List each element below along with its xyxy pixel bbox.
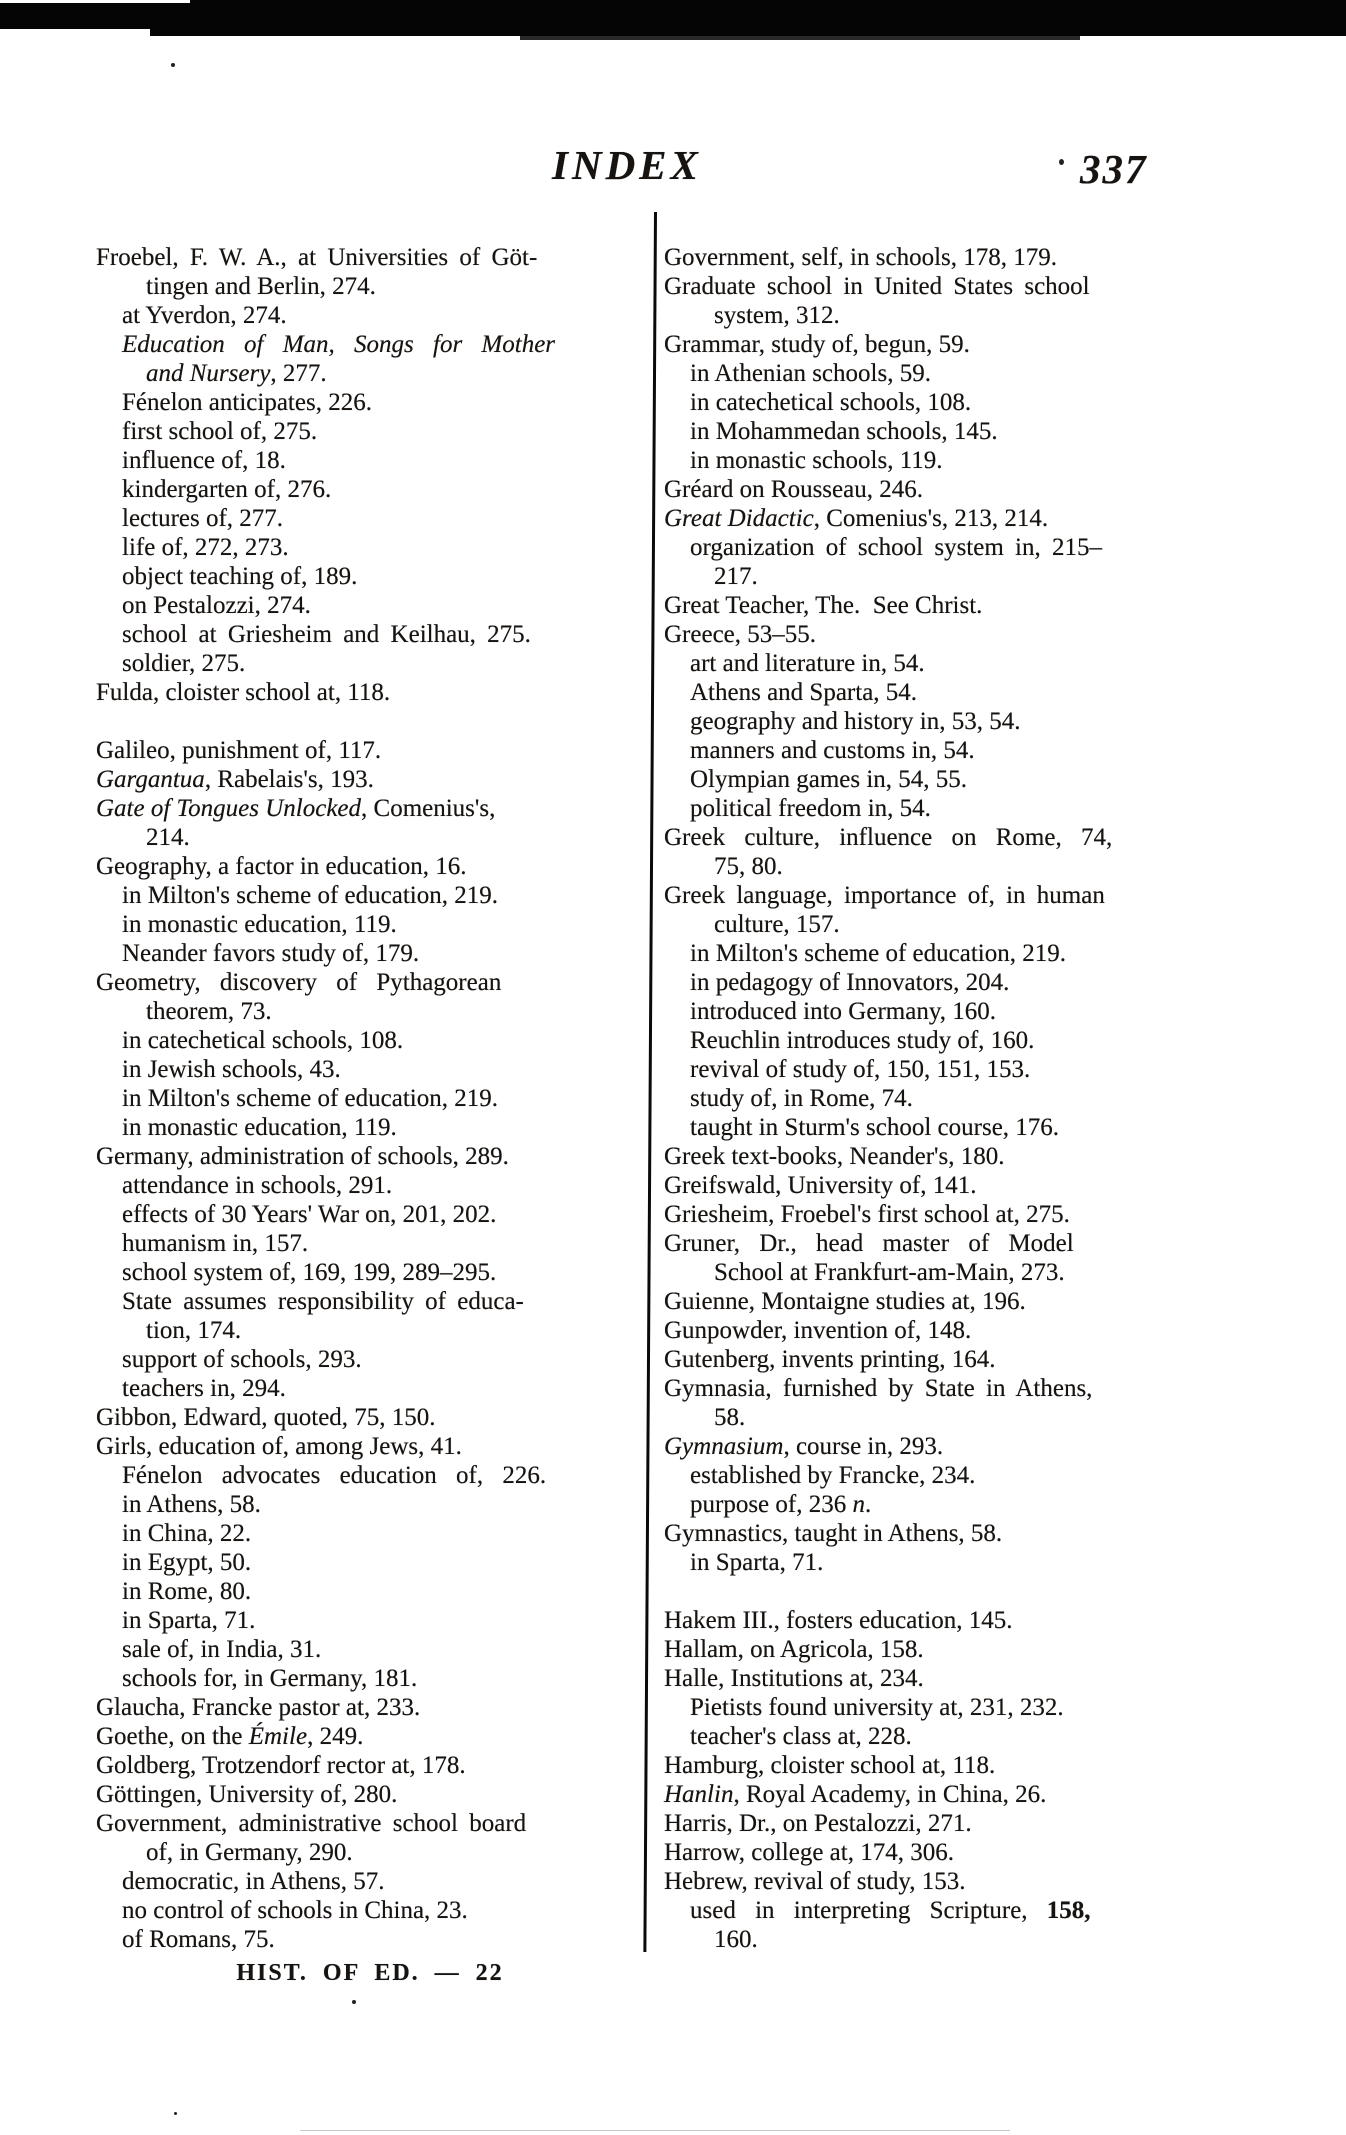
index-line: Glaucha, Francke pastor at, 233. [96,1694,421,1721]
index-line: attendance in schools, 291. [122,1172,393,1199]
page-title: INDEX [552,142,702,188]
index-line: Harris, Dr., on Pestalozzi, 271. [664,1810,972,1837]
scan-speck [174,2112,177,2115]
index-line: Greek culture, influence on Rome, 74, [664,824,1113,851]
index-line: Reuchlin introduces study of, 160. [690,1027,1035,1054]
index-line: support of schools, 293. [122,1346,362,1373]
index-line: Greek text-books, Neander's, 180. [664,1143,1005,1170]
index-line: Fénelon advocates education of, 226. [122,1462,547,1489]
index-line: Germany, administration of schools, 289. [96,1143,509,1170]
index-line: Gymnasium, course in, 293. [664,1433,944,1460]
index-line: in Egypt, 50. [122,1549,252,1576]
index-line: Froebel, F. W. A., at Universities of Göt- [96,244,538,271]
index-line: taught in Sturm's school course, 176. [690,1114,1060,1141]
index-line: Halle, Institutions at, 234. [664,1665,924,1692]
index-line: on Pestalozzi, 274. [122,592,311,619]
index-line: Guienne, Montaigne studies at, 196. [664,1288,1026,1315]
index-line: Gunpowder, invention of, 148. [664,1317,972,1344]
index-line: system, 312. [714,302,840,329]
index-line: art and literature in, 54. [690,650,925,677]
index-line: in Milton's scheme of education, 219. [122,1085,498,1112]
index-line: in pedagogy of Innovators, 204. [690,969,1010,996]
index-line: Greifswald, University of, 141. [664,1172,977,1199]
index-line: teacher's class at, 228. [690,1723,912,1750]
index-line: Athens and Sparta, 54. [690,679,918,706]
index-line: 58. [714,1404,746,1431]
index-line: in catechetical schools, 108. [690,389,972,416]
index-line: Gate of Tongues Unlocked, Comenius's, [96,795,496,822]
index-line: Fénelon anticipates, 226. [122,389,372,416]
index-line: Pietists found university at, 231, 232. [690,1694,1064,1721]
index-line: Education of Man, Songs for Mother [122,331,556,358]
scan-speck [352,2000,356,2004]
index-column-right [664,243,1199,1954]
index-line: revival of study of, 150, 151, 153. [690,1056,1031,1083]
scan-edge-bar [0,3,1346,29]
index-line: in monastic schools, 119. [690,447,943,474]
index-line: Galileo, punishment of, 117. [96,737,382,764]
index-line: and Nursery, 277. [146,360,327,387]
index-line: Olympian games in, 54, 55. [690,766,968,793]
index-line: Government, administrative school board [96,1810,527,1837]
index-line: introduced into Germany, 160. [690,998,996,1025]
index-line: Greece, 53–55. [664,621,817,648]
index-line: Goldberg, Trotzendorf rector at, 178. [96,1752,466,1779]
index-line: Neander favors study of, 179. [122,940,420,967]
index-column-left [96,243,648,1954]
index-line: at Yverdon, 274. [122,302,287,329]
index-line: soldier, 275. [122,650,246,677]
index-line: organization of school system in, 215– [690,534,1102,561]
index-line: lectures of, 277. [122,505,284,532]
index-line: no control of schools in China, 23. [122,1897,468,1924]
blank-line [96,707,648,736]
index-line: Gruner, Dr., head master of Model [664,1230,1074,1257]
index-line: Girls, education of, among Jews, 41. [96,1433,462,1460]
index-line: humanism in, 157. [122,1230,309,1257]
index-line: political freedom in, 54. [690,795,931,822]
page-number: 337 [1080,146,1148,192]
index-line: in China, 22. [122,1520,252,1547]
index-line: Hanlin, Royal Academy, in China, 26. [664,1781,1047,1808]
index-line: influence of, 18. [122,447,286,474]
index-line: Gibbon, Edward, quoted, 75, 150. [96,1404,436,1431]
index-line: 160. [714,1926,758,1953]
index-line: in Sparta, 71. [690,1549,824,1576]
index-line: Gréard on Rousseau, 246. [664,476,923,503]
index-line: of Romans, 75. [122,1926,275,1953]
index-line: in Milton's scheme of education, 219. [690,940,1066,967]
index-line: in Sparta, 71. [122,1607,256,1634]
index-line: in Athenian schools, 59. [690,360,931,387]
index-line: Griesheim, Froebel's first school at, 275. [664,1201,1070,1228]
index-line: tingen and Berlin, 274. [146,273,376,300]
index-line: in Athens, 58. [122,1491,261,1518]
index-line: Geography, a factor in education, 16. [96,853,467,880]
index-line: Fulda, cloister school at, 118. [96,679,391,706]
index-line: teachers in, 294. [122,1375,286,1402]
index-line: in Jewish schools, 43. [122,1056,341,1083]
index-line: object teaching of, 189. [122,563,358,590]
index-line: Government, self, in schools, 178, 179. [664,244,1058,271]
index-line: Goethe, on the Émile, 249. [96,1723,364,1750]
index-line: School at Frankfurt-am-Main, 273. [714,1259,1065,1286]
index-line: in monastic education, 119. [122,1114,397,1141]
index-line: life of, 272, 273. [122,534,289,561]
index-line: manners and customs in, 54. [690,737,975,764]
index-line: of, in Germany, 290. [146,1839,353,1866]
index-line: Gargantua, Rabelais's, 193. [96,766,374,793]
index-line: first school of, 275. [122,418,318,445]
index-line: kindergarten of, 276. [122,476,332,503]
blank-line [664,1577,1199,1606]
index-line: in catechetical schools, 108. [122,1027,404,1054]
index-line: 214. [146,824,190,851]
index-line: Hallam, on Agricola, 158. [664,1636,924,1663]
index-line: schools for, in Germany, 181. [122,1665,418,1692]
index-line: Hebrew, revival of study, 153. [664,1868,966,1895]
index-line: purpose of, 236 n. [690,1491,872,1518]
index-line: Göttingen, University of, 280. [96,1781,398,1808]
index-line: culture, 157. [714,911,840,938]
index-line: geography and history in, 53, 54. [690,708,1021,735]
index-line: Gymnastics, taught in Athens, 58. [664,1520,1003,1547]
index-line: used in interpreting Scripture, 158, [690,1897,1091,1924]
index-line: in Mohammedan schools, 145. [690,418,998,445]
index-line: school system of, 169, 199, 289–295. [122,1259,497,1286]
index-line: 75, 80. [714,853,783,880]
index-line: Great Teacher, The. See Christ. [664,592,983,619]
scan-speck [171,63,175,67]
index-line: democratic, in Athens, 57. [122,1868,385,1895]
index-line: school at Griesheim and Keilhau, 275. [122,621,531,648]
scan-bottom-line [300,2130,1010,2131]
index-line: Graduate school in United States school [664,273,1090,300]
index-line: Harrow, college at, 174, 306. [664,1839,954,1866]
index-line: Hakem III., fosters education, 145. [664,1607,1013,1634]
index-line: study of, in Rome, 74. [690,1085,913,1112]
printers-signature: HIST. OF ED. — 22 [236,1960,504,1986]
index-line: tion, 174. [146,1317,242,1344]
index-line: Gutenberg, invents printing, 164. [664,1346,996,1373]
index-line: effects of 30 Years' War on, 201, 202. [122,1201,497,1228]
index-line: established by Francke, 234. [690,1462,976,1489]
index-line: in monastic education, 119. [122,911,397,938]
index-line: Grammar, study of, begun, 59. [664,331,970,358]
index-line: theorem, 73. [146,998,272,1025]
index-line: sale of, in India, 31. [122,1636,322,1663]
scan-edge-bar [190,0,1346,4]
index-line: in Rome, 80. [122,1578,252,1605]
index-line: 217. [714,563,758,590]
index-line: State assumes responsibility of educa- [122,1288,524,1315]
index-line: Hamburg, cloister school at, 118. [664,1752,996,1779]
index-line: Greek language, importance of, in human [664,882,1105,909]
index-line: Gymnasia, furnished by State in Athens, [664,1375,1093,1402]
index-line: Geometry, discovery of Pythagorean [96,969,502,996]
scan-speck [1059,159,1064,165]
index-line: Great Didactic, Comenius's, 213, 214. [664,505,1049,532]
scan-edge-bar [520,35,1080,40]
index-line: in Milton's scheme of education, 219. [122,882,498,909]
